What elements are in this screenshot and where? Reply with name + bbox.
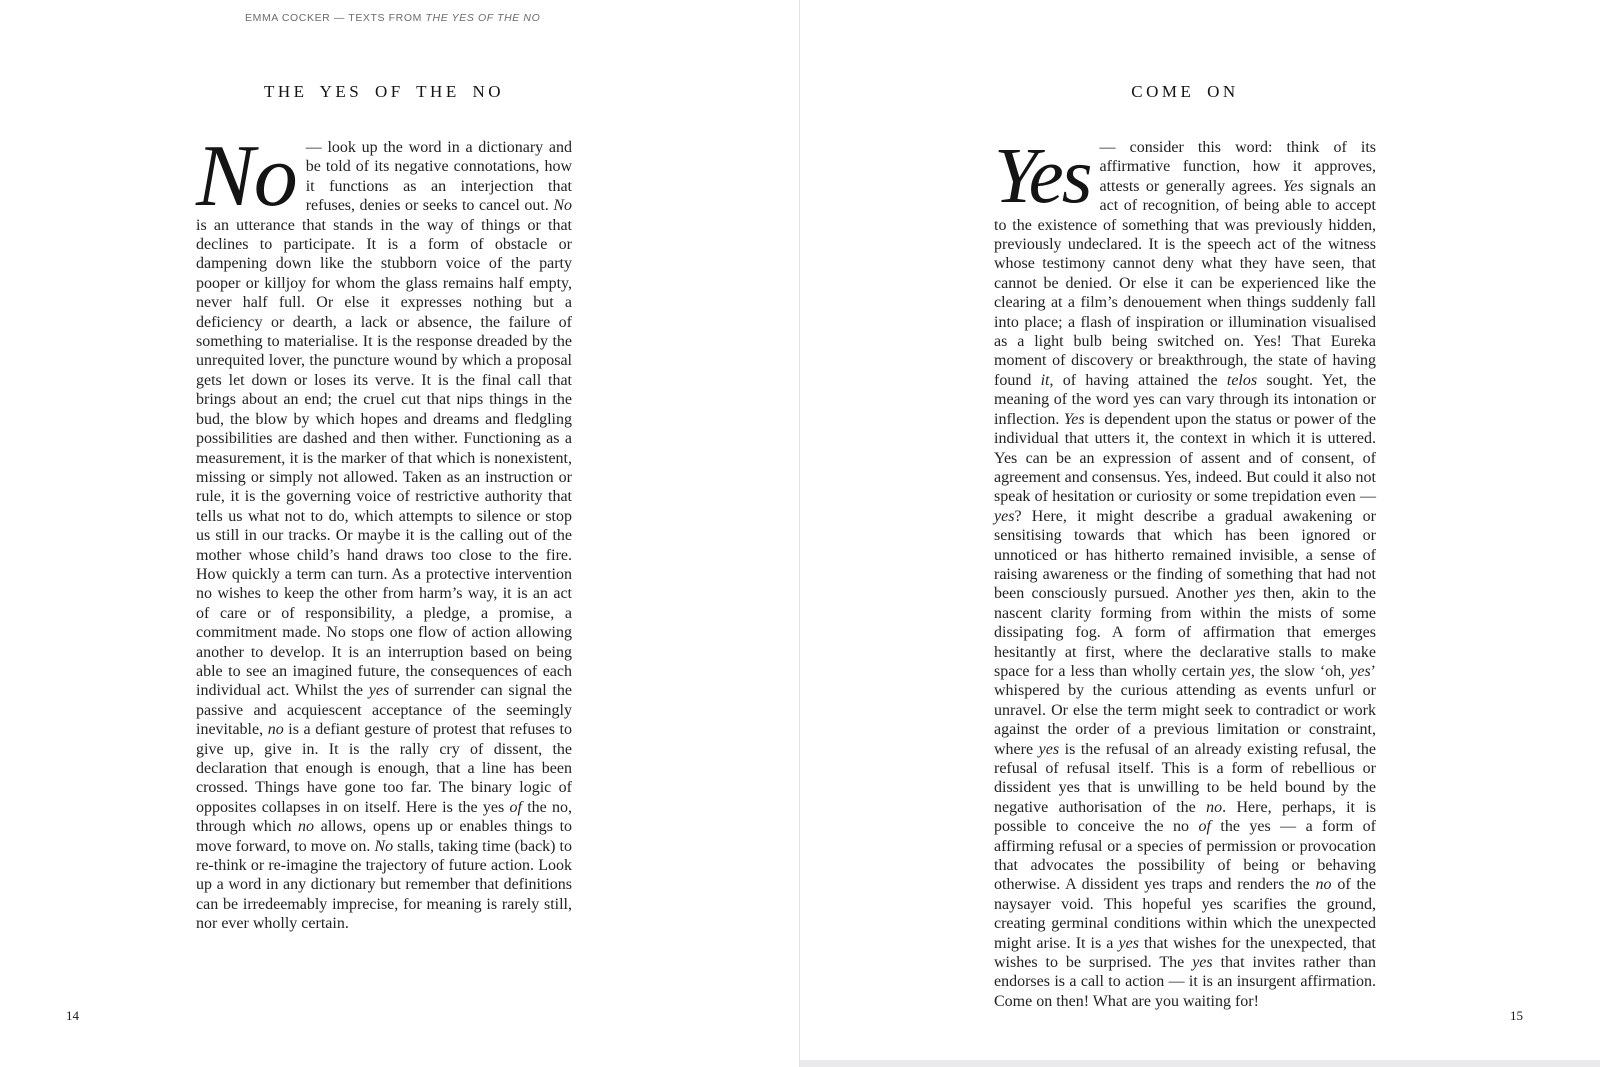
right-page-number: 15 <box>1510 1008 1523 1023</box>
running-header-text: EMMA COCKER — TEXTS FROM <box>245 12 426 24</box>
left-page-number: 14 <box>66 1008 79 1023</box>
running-header-italic-title: THE YES OF THE NO <box>425 12 541 24</box>
running-header <box>245 12 540 24</box>
right-dropcap-yes: Yes <box>994 133 1091 220</box>
left-page-title: THE YES OF THE NO <box>263 82 505 101</box>
right-page <box>994 82 1376 1011</box>
left-page-body <box>196 128 573 934</box>
scan-edge-strip <box>800 1060 1600 1067</box>
left-body-text: — look up the word in a dictionary and be told of its negative connotations, how it functions as an interjection that refuses, denies or seeks to cancel out. No is an utterance that stands in the way of things or that declines to participate. It is a form of obstacle or dampening down like the stubborn voice of the party pooper or killjoy for whom the glass remains half empty, never half full. Or else it expresses nothing but a deficiency or dearth, a lack or absence, the failure of something to materialise. It is the response dreaded by the unrequited lover, the puncture wound by which a proposal gets let down or loses its verve. It is the final call that brings about an end; the cruel cut that nips things in the bud, the blow by which hopes and dreams and fledgling possibilities are dashed and then wither. Functioning as a measurement, it is the marker of that which is nonexistent, missing or simply not allowed. Taken as an instruction or rule, it is the governing voice of restrictive authority that tells us what not to do, which attempts to silence or stop us still in our tracks. Or maybe it is the calling out of the mother whose child’s hand draws too close to the fire. How quickly a term can turn. As a protective intervention no wishes to keep the other from harm’s way, it is an act of care or of responsibility, a pledge, a promise, a commitment made. No stops one flow of action allowing another to develop. It is an interruption based on being able to see an imagined future, the consequences of each individual act. Whilst the yes of surrender can signal the passive and acquiescent acceptance of the seemingly inevitable, no is a defiant gesture of protest that refuses to give up, give in. It is the rally cry of dissent, the declaration that enough is enough, that a line has been crossed. Things have gone too far. The binary logic of opposites collapses in on itself. Here is the yes of the no, through which no allows, opens up or enables things to move forward, to move on. No stalls, taking time (back) to re-think or re-imagine the trajectory of future action. Look up a word in any dictionary but remember that definitions can be irredeemably imprecise, for meaning is rarely still, nor ever wholly certain. <box>196 139 573 933</box>
left-dropcap-no: No <box>196 128 297 225</box>
page-gutter-divider <box>799 0 800 1067</box>
left-page <box>196 82 572 934</box>
right-page-title: COME ON <box>1131 82 1239 101</box>
right-body-text: — consider this word: think of its affirmative function, how it approves, attests or generally agrees. Yes signals an act of recognition, of being able to accept to the existence of something that was previously hidden, previously undeclared. It is the speech act of the witness whose testimony cannot deny what they have seen, that cannot be denied. Or else it can be experienced like the clearing at a film’s denouement when things suddenly fall into place; a flash of inspiration or illumination visualised as a light bulb being switched on. Yes! That Eureka moment of discovery or breakthrough, the state of having found it, of having attained the telos sought. Yet, the meaning of the word yes can vary through its intonation or inflection. Yes is dependent upon the status or power of the individual that utters it, the context in which it is uttered. Yes can be an expression of assent and of consent, of agreement and consensus. Yes, indeed. But could it also not speak of hesitation or curiosity or some trepidation even — yes? Here, it might describe a gradual awakening or sensitising towards that which has been ignored or unnoticed or has hitherto remained invisible, a sense of raising awareness or the finding of something that had not been consciously pursued. Another yes then, akin to the nascent clarity forming from within the mists of some dissipating fog. A form of affirmation that emerges hesitantly at first, where the declarative stalls to make space for a less than wholly certain yes, the slow ‘oh, yes’ whispered by the curious attending as events unfurl or unravel. Or else the term might seek to contradict or work against the order of a previous limitation or constraint, where yes is the refusal of an already existing refusal, the refusal of refusal itself. This is a form of rebellious or dissident yes that is unwilling to be held bound by the negative authorisation of the no. Here, perhaps, it is possible to conceive the no of the yes — a form of affirming refusal or a species of permission or provocation that advocates the possibility of being or behaving otherwise. A dissident yes traps and renders the no of the naysayer void. This hopeful yes scarifies the ground, creating germinal conditions within which the unexpected might arise. It is a yes that wishes for the unexpected, that wishes to be surprised. The yes that invites rather than endorses is a call to action — it is an insurgent affirmation. Come on then! What are you waiting for! <box>994 139 1377 1010</box>
right-page-body <box>994 133 1377 1011</box>
